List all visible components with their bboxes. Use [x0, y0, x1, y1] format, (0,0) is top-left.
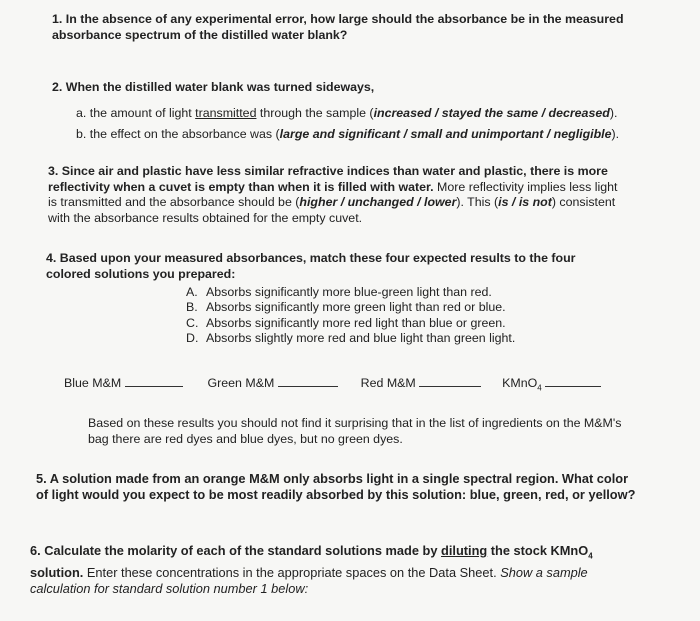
question-3-line-2-bold: reflectivity when a cuvet is empty than when it is filled with water. [48, 179, 434, 194]
question-2-part-b [76, 127, 619, 143]
green-mm-blank[interactable] [278, 376, 338, 387]
question-3-options-consistency: is / is not [498, 195, 552, 209]
question-2-stem: 2. When the distilled water blank was turned sideways, [52, 80, 375, 94]
question-3-line-3-a: is transmitted and the absorbance should be ( [48, 195, 300, 209]
question-4-note-line-1: Based on these results you should not find it surprising that in the list of ingredients on the M&M's [88, 416, 622, 430]
question-3-line-4: with the absorbance results obtained for the empty cuvet. [48, 210, 363, 225]
question-6-line-1-b: the stock KMnO [487, 543, 589, 558]
question-2a-end: ). [609, 106, 618, 120]
question-2b-prefix: b. the effect on the absorbance was ( [76, 127, 280, 141]
blue-mm-label: Blue M&M [64, 376, 122, 390]
question-2a-underlined-word: transmitted [195, 106, 257, 120]
answer-blanks-row [64, 376, 601, 396]
green-mm-label: Green M&M [207, 376, 275, 390]
kmno4-blank[interactable] [545, 376, 601, 387]
red-mm-label: Red M&M [360, 376, 416, 390]
question-1-line-1: 1. In the absence of any experimental error, how large should the absorbance be in the measured [52, 12, 624, 26]
question-3-options-absorbance: higher / unchanged / lower [299, 195, 457, 209]
question-1 [52, 12, 624, 43]
question-3-line-1: 3. Since air and plastic have less similar refractive indices than water and plastic, there is more [48, 164, 608, 178]
question-6-line-2-bold: solution. [30, 564, 84, 580]
question-6-line-1-a: 6. Calculate the molarity of each of the standard solutions made by [30, 543, 442, 558]
kmno4-label: KMnO$_4$ [502, 376, 542, 393]
question-3-line-3-b: ). This ( [456, 195, 499, 209]
option-a: A. Absorbs significantly more blue-green light than red. [186, 285, 492, 299]
question-6-line-2-italic: Show a sample [500, 564, 588, 580]
question-4-options [186, 285, 515, 346]
blue-mm-blank[interactable] [125, 376, 183, 387]
question-4-note [88, 416, 621, 447]
question-5-line-2: of light would you expect to be most readily absorbed by this solution: blue, green, red, or yellow? [36, 487, 636, 502]
option-c: C. Absorbs significantly more red light than blue or green. [186, 315, 506, 330]
question-4-line-1: 4. Based upon your measured absorbances, match these four expected results to the four [46, 251, 576, 265]
question-6-underlined-word: diluting [441, 543, 488, 558]
question-4-note-line-2: bag there are red dyes and blue dyes, but no green dyes. [88, 431, 403, 446]
question-5-line-1: 5. A solution made from an orange M&M only absorbs light in a single spectral region. What color [36, 471, 629, 486]
question-1-line-2: absorbance spectrum of the distilled water blank? [52, 27, 348, 42]
question-2-part-a [76, 106, 617, 122]
question-2b-options: large and significant / small and unimportant / negligible [279, 127, 612, 141]
option-d: D. Absorbs slightly more red and blue light than green light. [186, 330, 516, 345]
question-6: 6. Calculate the molarity of each of the standard solutions made by diluting the stock KMnO$_4$ solution. Enter these concentrations in the appropriate spaces on the Data Sheet. Show a sample calculation for standard solution number 1 below: [30, 543, 593, 596]
question-5 [36, 471, 635, 503]
question-2a-options: increased / stayed the same / decreased [373, 106, 610, 120]
question-3-line-3-c: ) consistent [551, 195, 616, 209]
question-2a-mid: through the sample ( [256, 106, 374, 120]
question-3-line-2-rest: More reflectivity implies less light [433, 179, 618, 194]
question-4 [46, 251, 576, 282]
question-2b-end: ). [611, 127, 620, 141]
question-6-line-3: calculation for standard solution number 1 below: [30, 580, 309, 596]
question-3 [48, 164, 617, 226]
red-mm-blank[interactable] [419, 376, 481, 387]
question-4-line-2: colored solutions you prepared: [46, 266, 236, 281]
option-b: B. Absorbs significantly more green light than red or blue. [186, 300, 506, 315]
question-2 [52, 80, 374, 96]
question-2a-prefix: a. the amount of light [76, 106, 196, 120]
question-6-line-2-rest: Enter these concentrations in the appropriate spaces on the Data Sheet. [83, 564, 501, 580]
